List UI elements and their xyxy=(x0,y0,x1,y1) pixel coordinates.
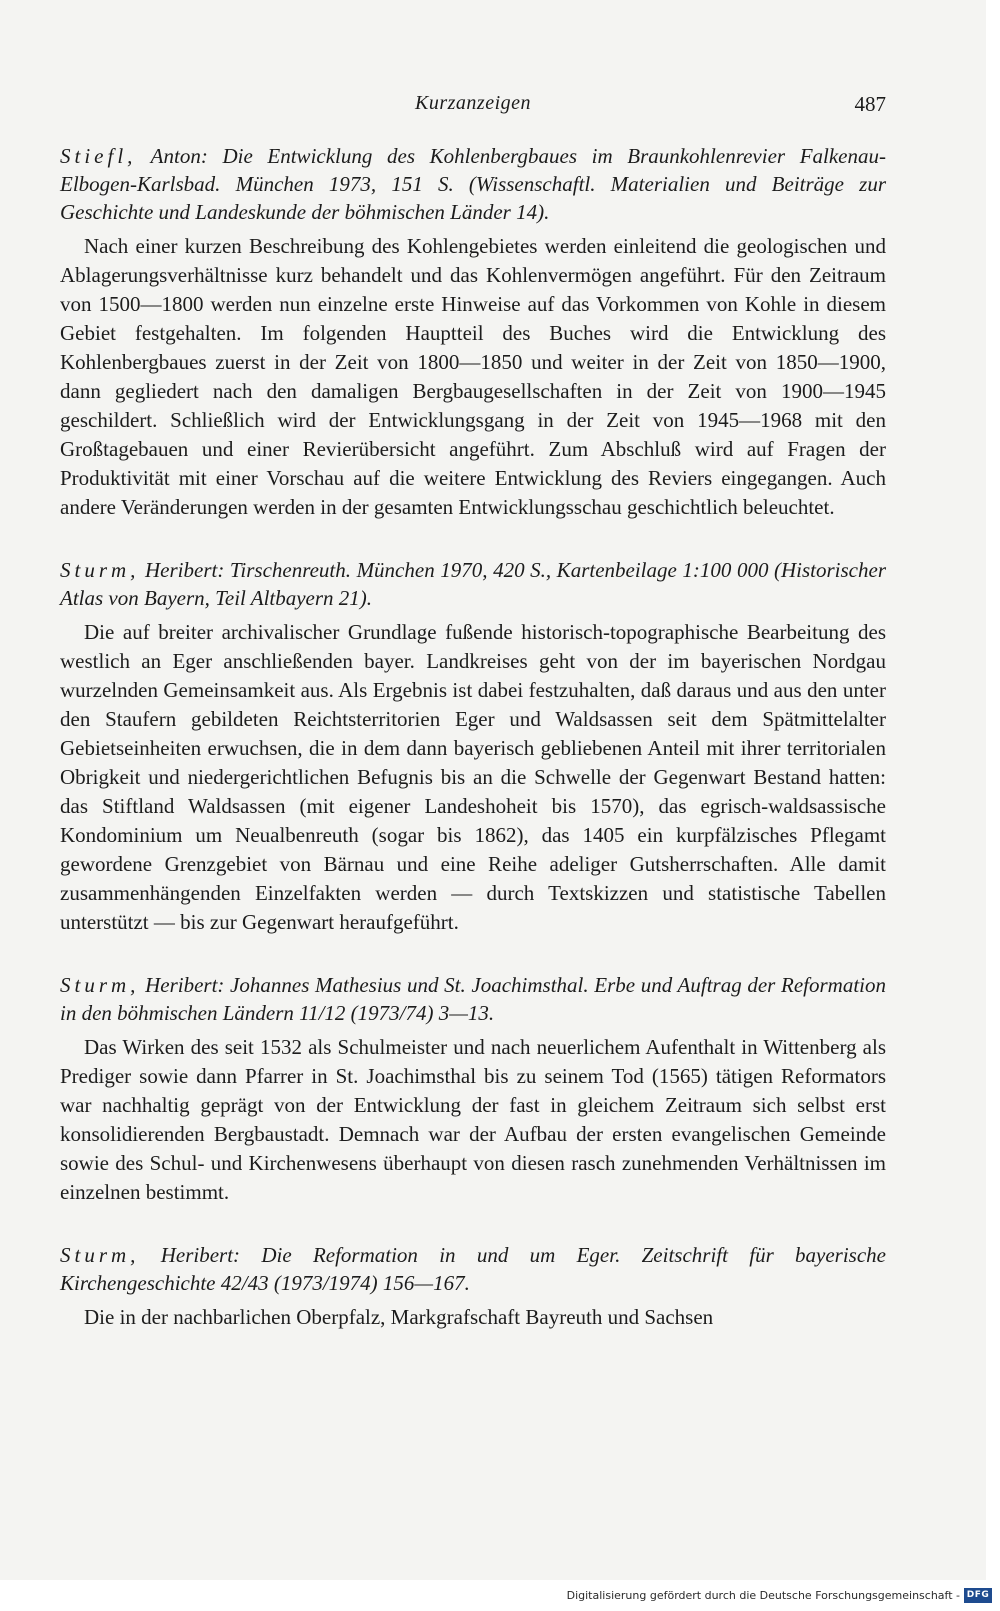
review-text: Das Wirken des seit 1532 als Schulmeister und nach neuerlichem Aufenthalt in Wittenberg als Prediger sowie dann Pfarrer in St. Joachimsthal bis zu seinem Tod (1565) tätigen Reformators war nachhaltig geprägt von der Entwicklung der fast in gleichem Zeitraum sich selbst erst konsolidierenden Bergbaustadt. Demnach war der Aufbau der ersten evangelischen Gemeinde sowie des Schul- und Kirchenwesens überhaupt von diesen rasch zunehmenden Verhältnissen im einzelnen bestimmt. xyxy=(60,1035,886,1204)
content xyxy=(60,142,886,1366)
citation-text: Anton: Die Entwicklung des Kohlenbergbaues im Braunkohlenrevier Falkenau-Elbogen-Karlsbad. München 1973, 151 S. (Wissenschaftl. Materialien und Beiträge zur Geschichte und Landeskunde der böhmischen Länder 14). xyxy=(60,144,886,224)
page-edge xyxy=(986,0,1000,1580)
author-name: Sturm, xyxy=(60,1243,140,1267)
author-name: Sturm, xyxy=(60,973,140,997)
citation xyxy=(60,1241,886,1297)
running-head xyxy=(60,92,886,122)
citation-text: Heribert: Johannes Mathesius und St. Joachimsthal. Erbe und Auftrag der Reformation in den böhmischen Ländern 11/12 (1973/74) 3—13. xyxy=(60,973,886,1025)
running-title: Kurzanzeigen xyxy=(415,92,531,114)
author-name: Stiefl, xyxy=(60,144,137,168)
citation xyxy=(60,142,886,226)
citation xyxy=(60,556,886,612)
entry-sturm-mathesius xyxy=(60,971,886,1207)
dfg-logo-icon: DFG xyxy=(964,1588,992,1603)
review-text: Die in der nachbarlichen Oberpfalz, Markgrafschaft Bayreuth und Sachsen xyxy=(84,1305,714,1329)
citation-text: Heribert: Die Reformation in und um Eger. Zeitschrift für bayerische Kirchengeschichte 42/43 (1973/1974) 156—167. xyxy=(60,1243,886,1295)
review-text: Nach einer kurzen Beschreibung des Kohlengebietes werden einleitend die geologischen und Ablagerungsverhältnisse kurz behandelt und das Kohlenvermögen angeführt. Für den Zeitraum von 1500—1800 werden nun einzelne erste Hinweise auf das Vorkommen von Kohle in diesem Gebiet festgehalten. Im folgenden Hauptteil des Buches wird die Entwicklung des Kohlenbergbaues zuerst in der Zeit von 1800—1850 und weiter in der Zeit von 1850—1900, dann gegliedert nach den damaligen Bergbaugesellschaften in der Zeit von 1900—1945 geschildert. Schließlich wird der Entwicklungsgang in der Zeit von 1945—1968 mit den Großtagebauen und einer Revierübersicht angeführt. Zum Abschluß wird auf Fragen der Produktivität mit einer Vorschau auf die weitere Entwicklung des Reviers eingegangen. Auch andere Veränderungen werden in der gesamten Entwicklungsschau geschichtlich beleuchtet. xyxy=(60,234,886,519)
entry-sturm-reformation-eger xyxy=(60,1241,886,1332)
citation xyxy=(60,971,886,1027)
review-text: Die auf breiter archivalischer Grundlage fußende historisch-topographische Bearbeitung des westlich an Eger anschließenden bayer. Landkreises geht von der im bayerischen Nordgau wurzelnden Gemeinsamkeit aus. Als Ergebnis ist dabei festzuhalten, daß daraus und aus den unter den Staufern gebildeten Reichtsterritorien Eger und Waldsassen seit dem Spätmittelalter Gebietseinheiten erwuchsen, die in dem dann bayerisch gebliebenen Anteil mit ihrer territorialen Obrigkeit und niedergerichtlichen Befugnis bis an die Schwelle der Gegenwart Bestand hatten: das Stiftland Waldsassen (mit eigener Landeshoheit bis 1570), das egrisch-waldsassische Kondominium um Neualbenreuth (sogar bis 1862), das 1405 ein kurpfälzisches Pflegamt gewordene Grenzgebiet von Bärnau und eine Reihe adeliger Gutsherrschaften. Alle damit zusammenhängenden Einzelfakten werden — durch Textskizzen und statistische Tabellen unterstützt — bis zur Gegenwart heraufgeführt. xyxy=(60,620,886,934)
funding-note: Digitalisierung gefördert durch die Deutsche Forschungsgemeinschaft - xyxy=(566,1589,960,1602)
footer-bar xyxy=(0,1580,1000,1611)
author-name: Sturm, xyxy=(60,558,140,582)
citation-text: Heribert: Tirschenreuth. München 1970, 420 S., Kartenbeilage 1:100 000 (Historischer Atlas von Bayern, Teil Altbayern 21). xyxy=(60,558,886,610)
page-number: 487 xyxy=(854,92,886,116)
entry-sturm-tirschenreuth xyxy=(60,556,886,937)
entry-stiefl-kohlenbergbau xyxy=(60,142,886,522)
